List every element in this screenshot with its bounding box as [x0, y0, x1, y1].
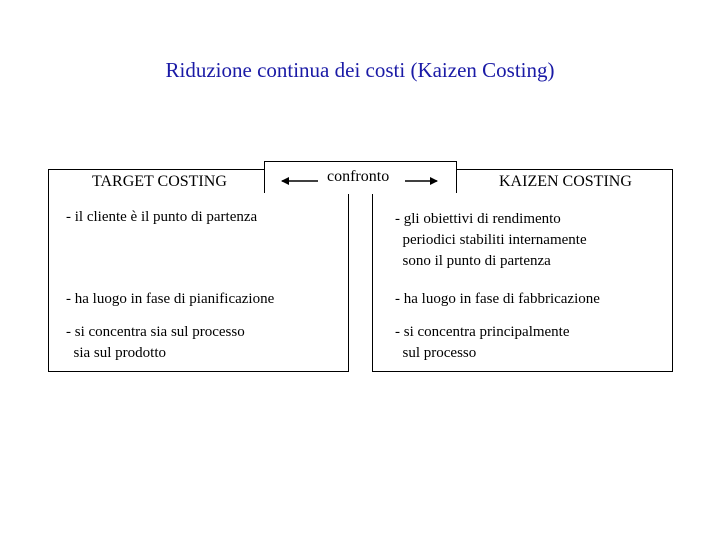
slide-title: Riduzione continua dei costi (Kaizen Costing): [165, 58, 555, 82]
target-costing-heading: TARGET COSTING: [92, 173, 227, 190]
target-costing-item: - si concentra sia sul processo sia sul prodotto: [66, 324, 245, 361]
target-costing-item: - ha luogo in fase di pianificazione: [66, 291, 275, 307]
kaizen-costing-heading: KAIZEN COSTING: [499, 173, 632, 190]
kaizen-costing-item: - gli obiettivi di rendimento periodici stabiliti internamente sono il punto di partenza: [395, 211, 587, 269]
comparison-label: confronto: [327, 168, 390, 185]
target-costing-item: - il cliente è il punto di partenza: [66, 209, 258, 225]
kaizen-costing-item: - ha luogo in fase di fabbricazione: [395, 291, 600, 307]
kaizen-costing-item: - si concentra principalmente sul processo: [395, 324, 570, 361]
